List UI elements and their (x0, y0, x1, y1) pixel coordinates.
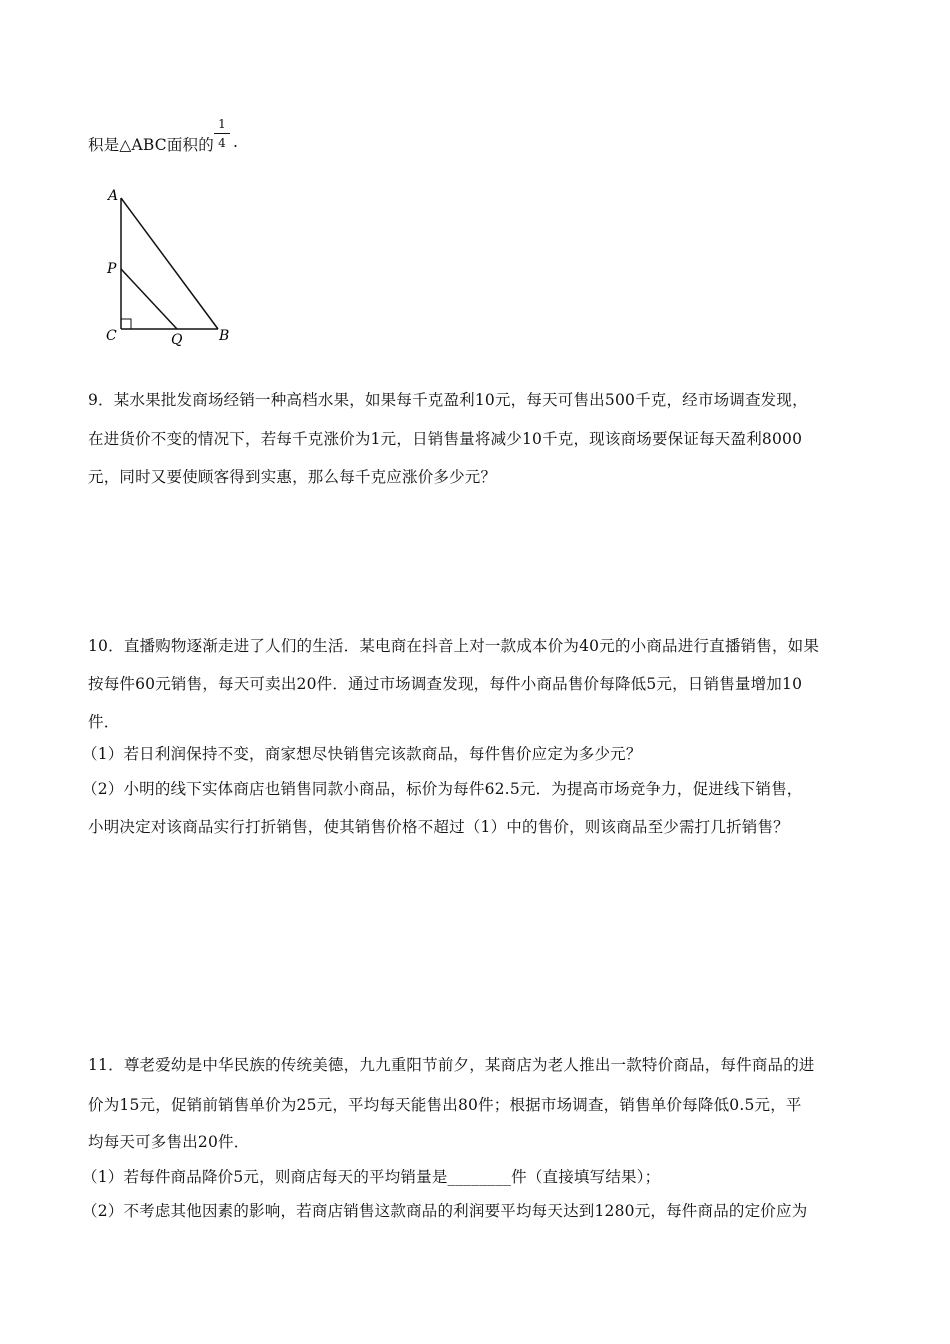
q10-part-1: （1）若日利润保持不变，商家想尽快销售完该款商品，每件售价应定为多少元？ (82, 745, 642, 763)
q10-line-1: 10．直播购物逐渐走进了人们的生活．某电商在抖音上对一款成本价为40元的小商品进行直播销售，如果 (88, 637, 820, 655)
q9-line-3: 元，同时又要使顾客得到实惠，那么每千克应涨价多少元？ (88, 468, 497, 486)
q9-line-2: 在进货价不变的情况下，若每千克涨价为1元，日销售量将减少10千克，现该商场要保证每天盈利8000 (88, 430, 803, 448)
q10-part-2-line-2: 小明决定对该商品实行打折销售，使其销售价格不超过（1）中的售价，则该商品至少需打几折销售？ (88, 818, 789, 836)
q10-line-3: 件． (88, 713, 120, 731)
intro-text (88, 133, 214, 155)
intro-text-before: 积是△ABC面积的 (88, 136, 214, 154)
q11-line-3: 均每天可多售出20件． (88, 1133, 250, 1151)
q11-line-1: 11．尊老爱幼是中华民族的传统美德，九九重阳节前夕，某商店为老人推出一款特价商品，每件商品的进 (88, 1056, 815, 1074)
fraction-bar (214, 133, 230, 134)
q9-line-1: 9．某水果批发商场经销一种高档水果，如果每千克盈利10元，每天可售出500千克，经市场调查发现， (88, 391, 808, 409)
label-b: B (219, 328, 230, 344)
label-q: Q (171, 332, 183, 348)
label-p: P (107, 261, 117, 277)
q11-line-2: 价为15元，促销前销售单价为25元，平均每天能售出80件；根据市场调查，销售单价每降低0.5元，平 (88, 1096, 802, 1114)
q11-part-1: （1）若每件商品降价5元，则商店每天的平均销量是________件（直接填写结果）； (82, 1168, 661, 1186)
intro-text-period: . (233, 133, 239, 151)
triangle-figure (95, 180, 245, 350)
label-c: C (106, 328, 117, 344)
fraction-one-quarter (214, 116, 230, 151)
segment-ab (121, 198, 218, 329)
q11-part-2: （2）不考虑其他因素的影响，若商店销售这款商品的利润要平均每天达到1280元，每件商品的定价应为 (82, 1202, 808, 1220)
label-a: A (108, 188, 119, 204)
segment-pq (121, 269, 177, 329)
right-angle-mark (121, 319, 131, 329)
q10-line-2: 按每件60元销售，每天可卖出20件．通过市场调查发现，每件小商品售价每降低5元，日销售量增加10 (88, 675, 803, 693)
fraction-numerator: 1 (218, 117, 226, 131)
fraction-denominator: 4 (218, 136, 226, 150)
q10-part-2-line-1: （2）小明的线下实体商店也销售同款小商品，标价为每件62.5元．为提高市场竞争力，促进线下销售， (82, 780, 803, 798)
